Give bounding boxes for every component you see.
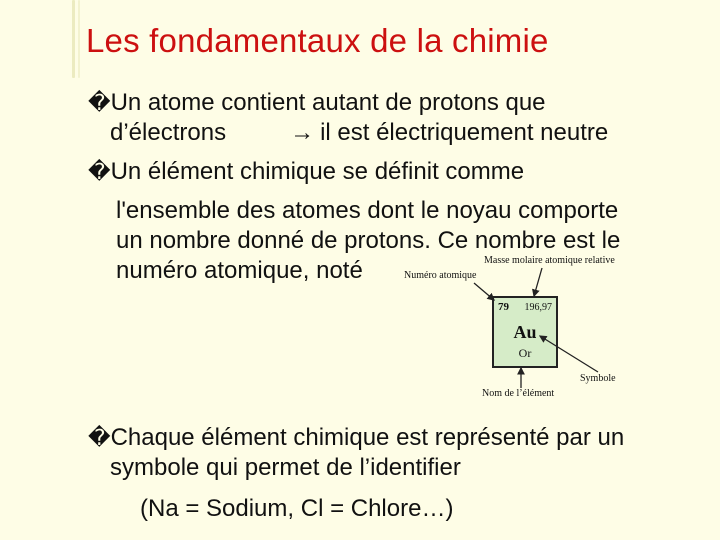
bullet-3-line-2: symbole qui permet de l’identifier [110,454,461,481]
bullet-icon: � [88,90,111,115]
arrow-to-molar-mass [534,268,542,296]
atomic-mass: 196,97 [524,302,552,313]
arrow-to-symbol [540,336,598,372]
bullet-3-text: Chaque élément chimique est représenté par un [110,424,625,451]
label-atomic-number: Numéro atomique [404,270,477,281]
bullet-1-text-a: d’électrons [110,119,227,146]
label-molar-mass: Masse molaire atomique relative [484,255,615,266]
bullet-2-line-4: numéro atomique, noté [116,257,363,284]
bullet-3-line-1 [88,423,624,453]
element-name: Or [518,346,532,360]
bullet-icon: � [88,425,111,450]
atomic-number: 79 [498,301,509,313]
bullet-2-line-2: l'ensemble des atomes dont le noyau comporte [116,197,619,224]
bullet-3-line-3: (Na = Sodium, Cl = Chlore…) [140,495,454,522]
label-element-name: Nom de l’élément [482,388,555,399]
bullet-icon: � [88,159,111,184]
arrow-to-atomic-number [474,283,494,300]
label-symbol: Symbole [580,373,616,384]
bullet-2-line-3: un nombre donné de protons. Ce nombre est le [116,227,621,254]
bullet-2-text: Un élément chimique se définit comme [110,158,525,185]
bullet-1-text-b: il est électriquement neutre [320,119,609,146]
bullet-1-text: Un atome contient autant de protons que [110,89,546,116]
slide-title: Les fondamentaux de la chimie [86,22,549,59]
element-symbol: Au [513,322,537,342]
right-arrow-icon: → [290,119,315,146]
